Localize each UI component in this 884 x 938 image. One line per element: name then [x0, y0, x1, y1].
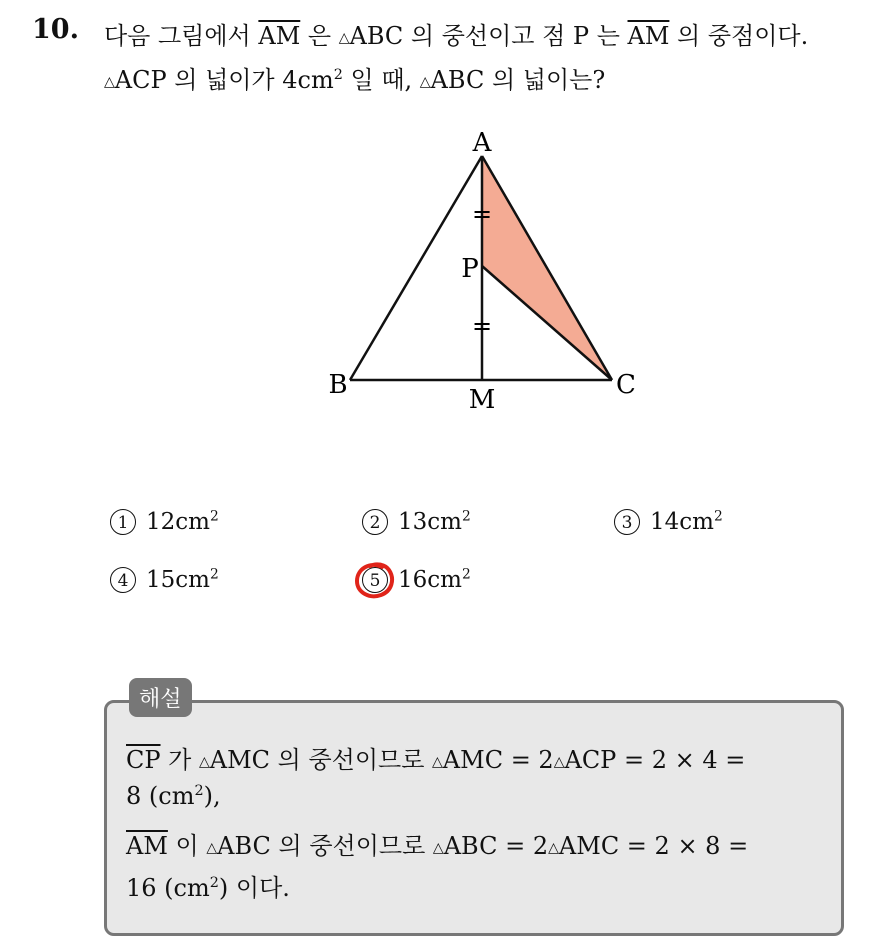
- choice-4-marker: 4: [110, 567, 136, 593]
- choice-2-marker: 2: [362, 509, 388, 535]
- solution-tag: 해설: [129, 678, 192, 717]
- text-segment: 은: [300, 22, 339, 50]
- text-segment: ACP 의 넓이가 4cm: [114, 66, 334, 94]
- question-number: 10.: [32, 14, 79, 45]
- triangle-symbol: △: [198, 754, 210, 770]
- choice-1[interactable]: [110, 508, 219, 535]
- superscript: 2: [194, 783, 204, 799]
- solution-line-2: [126, 782, 221, 810]
- text-segment: ABC 의 넓이는?: [430, 66, 606, 94]
- choice-3[interactable]: [614, 508, 723, 535]
- overline-segment: $\overline{CP}$: [126, 746, 161, 774]
- label-b: B: [328, 370, 348, 400]
- triangle-symbol: △: [206, 840, 218, 856]
- overline-segment: $\overline{AM}$: [258, 22, 301, 50]
- text-segment: ABC 의 중선이고 점 P 는: [349, 22, 628, 50]
- triangle-symbol: △: [104, 74, 115, 90]
- triangle-symbol: △: [432, 840, 444, 856]
- overline-segment: $\overline{AM}$: [627, 22, 670, 50]
- choice-2-value: $13cm^2$: [398, 508, 471, 536]
- triangle-symbol: △: [338, 30, 350, 46]
- triangle-symbol: △: [432, 754, 443, 770]
- triangle-figure: [316, 118, 656, 418]
- choice-1-marker: 1: [110, 509, 136, 535]
- text-segment: ) 이다.: [218, 874, 290, 902]
- label-c: C: [616, 370, 636, 400]
- text-segment: ACP = 2 × 4 =: [564, 746, 746, 774]
- choice-5-marker: 5: [362, 567, 388, 593]
- text-segment: 가: [160, 746, 199, 774]
- text-segment: AMC 의 중선이므로: [209, 746, 433, 774]
- triangle-symbol: △: [419, 74, 431, 90]
- text-segment: 다음 그림에서: [104, 22, 259, 50]
- equal-mark-ap: =: [471, 200, 493, 228]
- choice-3-value: $14cm^2$: [650, 508, 723, 536]
- label-p: P: [461, 254, 479, 284]
- question-text-line-2: [104, 60, 605, 95]
- solution-line-1: [126, 740, 745, 775]
- text-segment: 16 (cm: [126, 874, 210, 902]
- choice-4-value: $15cm^2$: [146, 566, 219, 594]
- answer-circle-mark: [352, 559, 398, 601]
- text-segment: 일 때,: [342, 66, 420, 94]
- text-segment: AMC = 2: [442, 746, 554, 774]
- text-segment: 이: [167, 832, 207, 860]
- text-segment: ABC 의 중선이므로: [217, 832, 433, 860]
- label-a: A: [472, 128, 492, 158]
- triangle-symbol: △: [553, 754, 565, 770]
- question-text-line-1: [104, 16, 808, 51]
- overline-segment: $\overline{AM}$: [126, 832, 168, 860]
- label-m: M: [468, 385, 496, 415]
- text-segment: ABC = 2: [443, 832, 549, 860]
- text-segment: 8 (cm: [126, 782, 195, 810]
- choice-5-value: $16cm^2$: [398, 566, 471, 594]
- choice-3-marker: 3: [614, 509, 640, 535]
- text-segment: AMC = 2 × 8 =: [558, 832, 749, 860]
- superscript: 2: [333, 67, 343, 83]
- choice-4[interactable]: [110, 566, 219, 593]
- superscript: 2: [209, 875, 219, 891]
- solution-line-4: [126, 868, 290, 903]
- triangle-symbol: △: [548, 840, 559, 856]
- choice-1-value: $12cm^2$: [146, 508, 219, 536]
- text-segment: 의 중점이다.: [669, 22, 809, 50]
- equal-mark-pm: =: [471, 312, 493, 340]
- solution-line-3: [126, 826, 748, 861]
- choice-2[interactable]: [362, 508, 471, 535]
- text-segment: ),: [203, 782, 221, 810]
